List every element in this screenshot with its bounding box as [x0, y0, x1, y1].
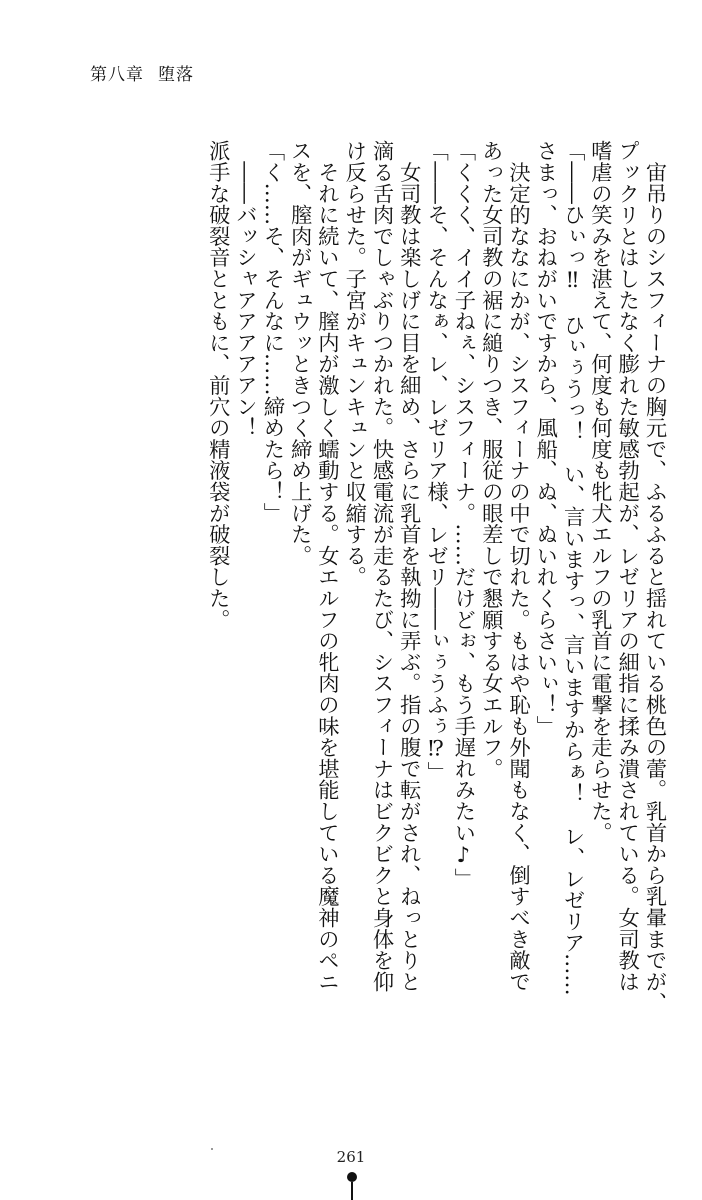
- text-line: け反らせた。子宮がキュンキュンと収縮する。: [341, 140, 367, 588]
- text-line: それに続いて、膣内が激しく蠕動する。女エルフの牝肉の味を堪能している魔神のペニ: [314, 140, 340, 992]
- text-line: ――バッシャアアアアアン！: [232, 140, 258, 439]
- text-line: 派手な破裂音とともに、前穴の精液袋が破裂した。: [205, 140, 231, 630]
- body-text: [86, 140, 668, 1100]
- text-line: 宙吊りのシスフィーナの胸元で、ふるふると揺れている桃色の蕾。乳首から乳暈までが、: [642, 140, 667, 1014]
- text-line: 「――そ、そんなぁ、レ、レゼリア様、レゼリ――ぃぅうふぅ⁉」: [423, 140, 449, 783]
- chapter-title: 堕落: [158, 65, 194, 85]
- text-line: あった女司教の裾に縋りつき、服従の眼差しで懇願する女エルフ。: [478, 140, 504, 779]
- text-line: 嗜虐の笑みを湛えて、何度も何度も牝犬エルフの乳首に電撃を走らせた。: [587, 140, 613, 843]
- chapter-label: 第八章: [90, 65, 144, 85]
- text-line: 滴る舌肉でしゃぶりつかれた。快感電流が走るたび、シスフィーナはビクビクと身体を仰: [369, 140, 395, 992]
- text-line: 決定的ななにかが、シスフィーナの中で切れた。もはや恥も外聞もなく、倒すべき敵で: [505, 140, 531, 992]
- text-line: 「――ひぃっ‼ ひぃぅうっ！ い、言いますっ、言いますからぁ！ レ、レゼリア……: [560, 140, 586, 996]
- page-marker-line: [351, 1182, 353, 1200]
- text-line: 「く……そ、そんなに……締めたら！」: [259, 140, 285, 524]
- text-line: スを、膣肉がギュウッときつく締め上げた。: [287, 140, 313, 566]
- text-line: プックリとはしたなく膨れた敏感勃起が、レゼリアの細指に揉み潰されている。女司教は: [614, 140, 640, 992]
- page-number: 261: [336, 1148, 366, 1166]
- page-marker-dot: [347, 1172, 357, 1182]
- running-header: [90, 60, 194, 85]
- text-line: 「くくく、イイ子ねぇ、シスフィーナ。……だけどぉ、もう手遅れみたい♪」: [450, 140, 476, 890]
- text-line: 女司教は楽しげに目を細め、さらに乳首を執拗に弄ぶ。指の腹で転がされ、ねっとりと: [396, 140, 422, 992]
- text-line: さまっ、おねがいですから、風船、ぬ、ぬいれくらさいぃ！」: [532, 140, 558, 737]
